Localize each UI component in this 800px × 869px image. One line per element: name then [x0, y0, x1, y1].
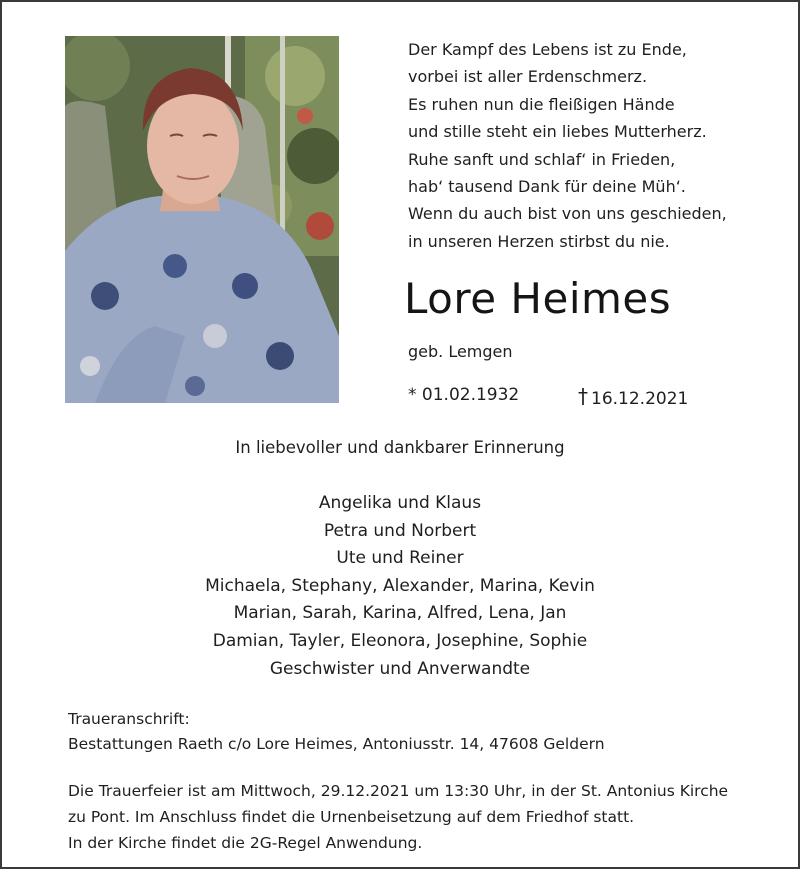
service-line: Die Trauerfeier ist am Mittwoch, 29.12.2021 um 13:30 Uhr, in der St. Antonius Kirche — [68, 782, 729, 800]
death-date: 16.12.2021 — [591, 389, 689, 409]
portrait-image — [65, 36, 339, 403]
address-label: Traueranschrift: — [68, 710, 190, 728]
poem-line: vorbei ist aller Erdenschmerz. — [408, 67, 648, 87]
mourner-line: Damian, Tayler, Eleonora, Josephine, Sophie — [212, 630, 588, 651]
poem-line: hab‘ tausend Dank für deine Müh‘. — [408, 177, 686, 197]
mourner-line: Petra und Norbert — [323, 520, 477, 541]
poem-line: Der Kampf des Lebens ist zu Ende, — [408, 40, 687, 59]
maiden-name: geb. Lemgen — [408, 342, 513, 361]
poem — [408, 36, 788, 255]
service-line: In der Kirche findet die 2G-Regel Anwendung. — [68, 834, 423, 852]
deceased-name: Lore Heimes — [404, 274, 672, 323]
poem-line: Es ruhen nun die fleißigen Hände — [408, 94, 675, 114]
address-text: Bestattungen Raeth c/o Lore Heimes, Antoniusstr. 14, 47608 Geldern — [68, 735, 605, 753]
poem-line: Ruhe sanft und schlaf‘ in Frieden, — [408, 149, 676, 169]
poem-line: in unseren Herzen stirbst du nie. — [408, 231, 670, 251]
memory-line: In liebevoller und dankbarer Erinnerung — [235, 438, 565, 457]
mourner-line: Angelika und Klaus — [318, 493, 482, 513]
address-block — [68, 707, 605, 757]
mourners-list — [2, 490, 798, 683]
cross-icon: † — [578, 384, 588, 408]
birth-date: * 01.02.1932 — [408, 385, 520, 405]
mourner-line: Marian, Sarah, Karina, Alfred, Lena, Jan — [233, 603, 567, 624]
poem-line: Wenn du auch bist von uns geschieden, — [408, 204, 727, 224]
mourner-line: Ute und Reiner — [336, 548, 464, 569]
service-info — [68, 778, 788, 856]
poem-line: und stille steht ein liebes Mutterherz. — [408, 122, 707, 142]
mourner-line: Geschwister und Anverwandte — [269, 658, 531, 679]
mourner-line: Michaela, Stephany, Alexander, Marina, Kevin — [205, 575, 595, 596]
death-date-group — [578, 385, 688, 409]
service-line: zu Pont. Im Anschluss findet die Urnenbeisetzung auf dem Friedhof statt. — [68, 808, 635, 826]
portrait-photo — [65, 36, 339, 403]
